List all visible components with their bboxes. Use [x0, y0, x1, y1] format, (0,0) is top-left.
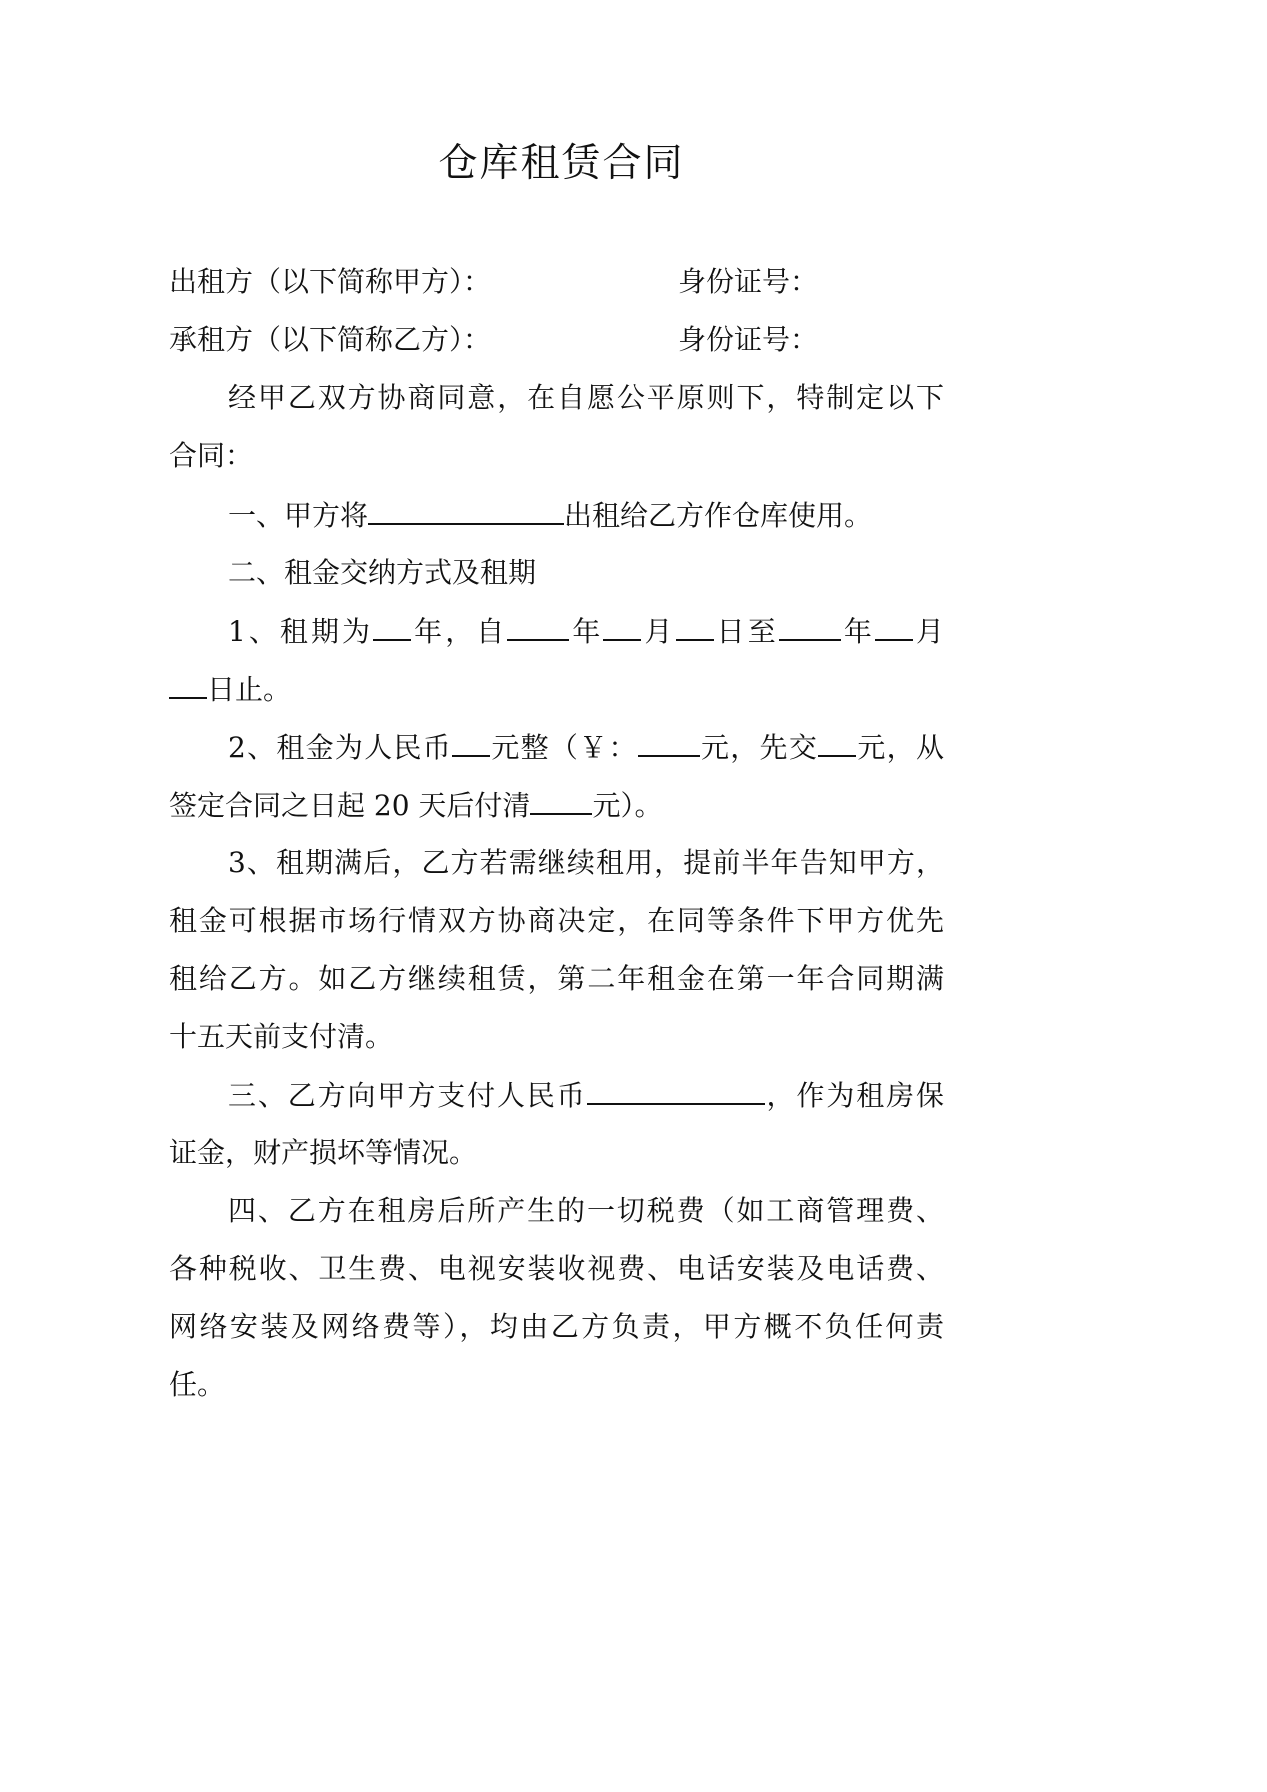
start-month-blank	[603, 611, 641, 641]
warehouse-blank	[368, 495, 564, 525]
rent-amount-blank	[452, 727, 490, 757]
term-years-blank	[373, 611, 411, 641]
deposit-text-b: ，作为租房保	[764, 1079, 944, 1112]
term-line-2	[169, 669, 944, 710]
term-text-d: 月	[641, 615, 676, 648]
deposit-line-2: 证金，财产损坏等情况。	[169, 1136, 478, 1169]
intro-line-1: 经甲乙双方协商同意，在自愿公平原则下，特制定以下	[228, 381, 944, 414]
term-text-b: 年，自	[411, 615, 508, 648]
lessor-id-label: 身份证号：	[678, 265, 819, 298]
term-line-1	[228, 611, 944, 652]
end-day-blank	[169, 669, 207, 699]
term-text-h: 日止。	[207, 673, 292, 706]
lessee-line	[169, 320, 944, 360]
lessee-id-label: 身份证号：	[678, 323, 819, 356]
start-year-blank	[507, 611, 569, 641]
tax-line-2: 各种税收、卫生费、电视安装收视费、电话安装及电话费、	[169, 1252, 944, 1285]
renew-line-4: 十五天前支付清。	[169, 1020, 394, 1053]
lessor-line	[169, 262, 944, 302]
end-year-blank	[779, 611, 841, 641]
deposit-text-a: 三、乙方向甲方支付人民币	[228, 1079, 587, 1112]
rent-text-d: 元，从	[856, 731, 944, 764]
prepay-blank	[818, 727, 856, 757]
rent-text-f: 元）。	[592, 789, 663, 822]
term-text-f: 年	[840, 615, 875, 648]
lessee-label: 承租方（以下简称乙方）：	[169, 323, 492, 356]
renew-line-3: 租给乙方。如乙方继续租赁，第二年租金在第一年合同期满	[169, 962, 944, 995]
deposit-line-1	[228, 1075, 944, 1116]
clause-1	[228, 495, 944, 536]
intro-line-2: 合同：	[169, 439, 254, 472]
renew-line-1: 3、租期满后，乙方若需继续租用，提前半年告知甲方，	[228, 846, 944, 879]
rent-text-c: 元，先交	[699, 731, 819, 764]
document-title: 仓库租赁合同	[438, 141, 685, 186]
tax-line-3: 网络安装及网络费等），均由乙方负责，甲方概不负任何责	[169, 1310, 944, 1343]
lessor-label: 出租方（以下简称甲方）：	[169, 265, 492, 298]
rent-line-1	[228, 727, 944, 768]
tax-line-4: 任。	[169, 1368, 226, 1401]
start-day-blank	[676, 611, 714, 641]
clause-2-heading: 二、租金交纳方式及租期	[228, 556, 537, 589]
balance-blank	[530, 785, 592, 815]
term-text-e: 日至	[713, 615, 779, 648]
rent-text-e: 签定合同之日起 20 天后付清	[169, 789, 531, 822]
rent-text-b: 元整（￥：	[490, 731, 638, 764]
rent-line-2	[169, 785, 944, 826]
clause-1-text-a: 一、甲方将	[228, 499, 369, 532]
rent-text-a: 2、租金为人民币	[228, 731, 453, 764]
clause-1-text-b: 出租给乙方作仓库使用。	[564, 499, 873, 532]
term-text-g: 月	[912, 615, 944, 648]
deposit-blank	[587, 1075, 765, 1105]
tax-line-1: 四、乙方在租房后所产生的一切税费（如工商管理费、	[228, 1194, 944, 1227]
rent-figure-blank	[638, 727, 700, 757]
term-text-c: 年	[569, 615, 604, 648]
term-text-a: 1、租期为	[228, 615, 374, 648]
renew-line-2: 租金可根据市场行情双方协商决定，在同等条件下甲方优先	[169, 904, 944, 937]
end-month-blank	[875, 611, 913, 641]
